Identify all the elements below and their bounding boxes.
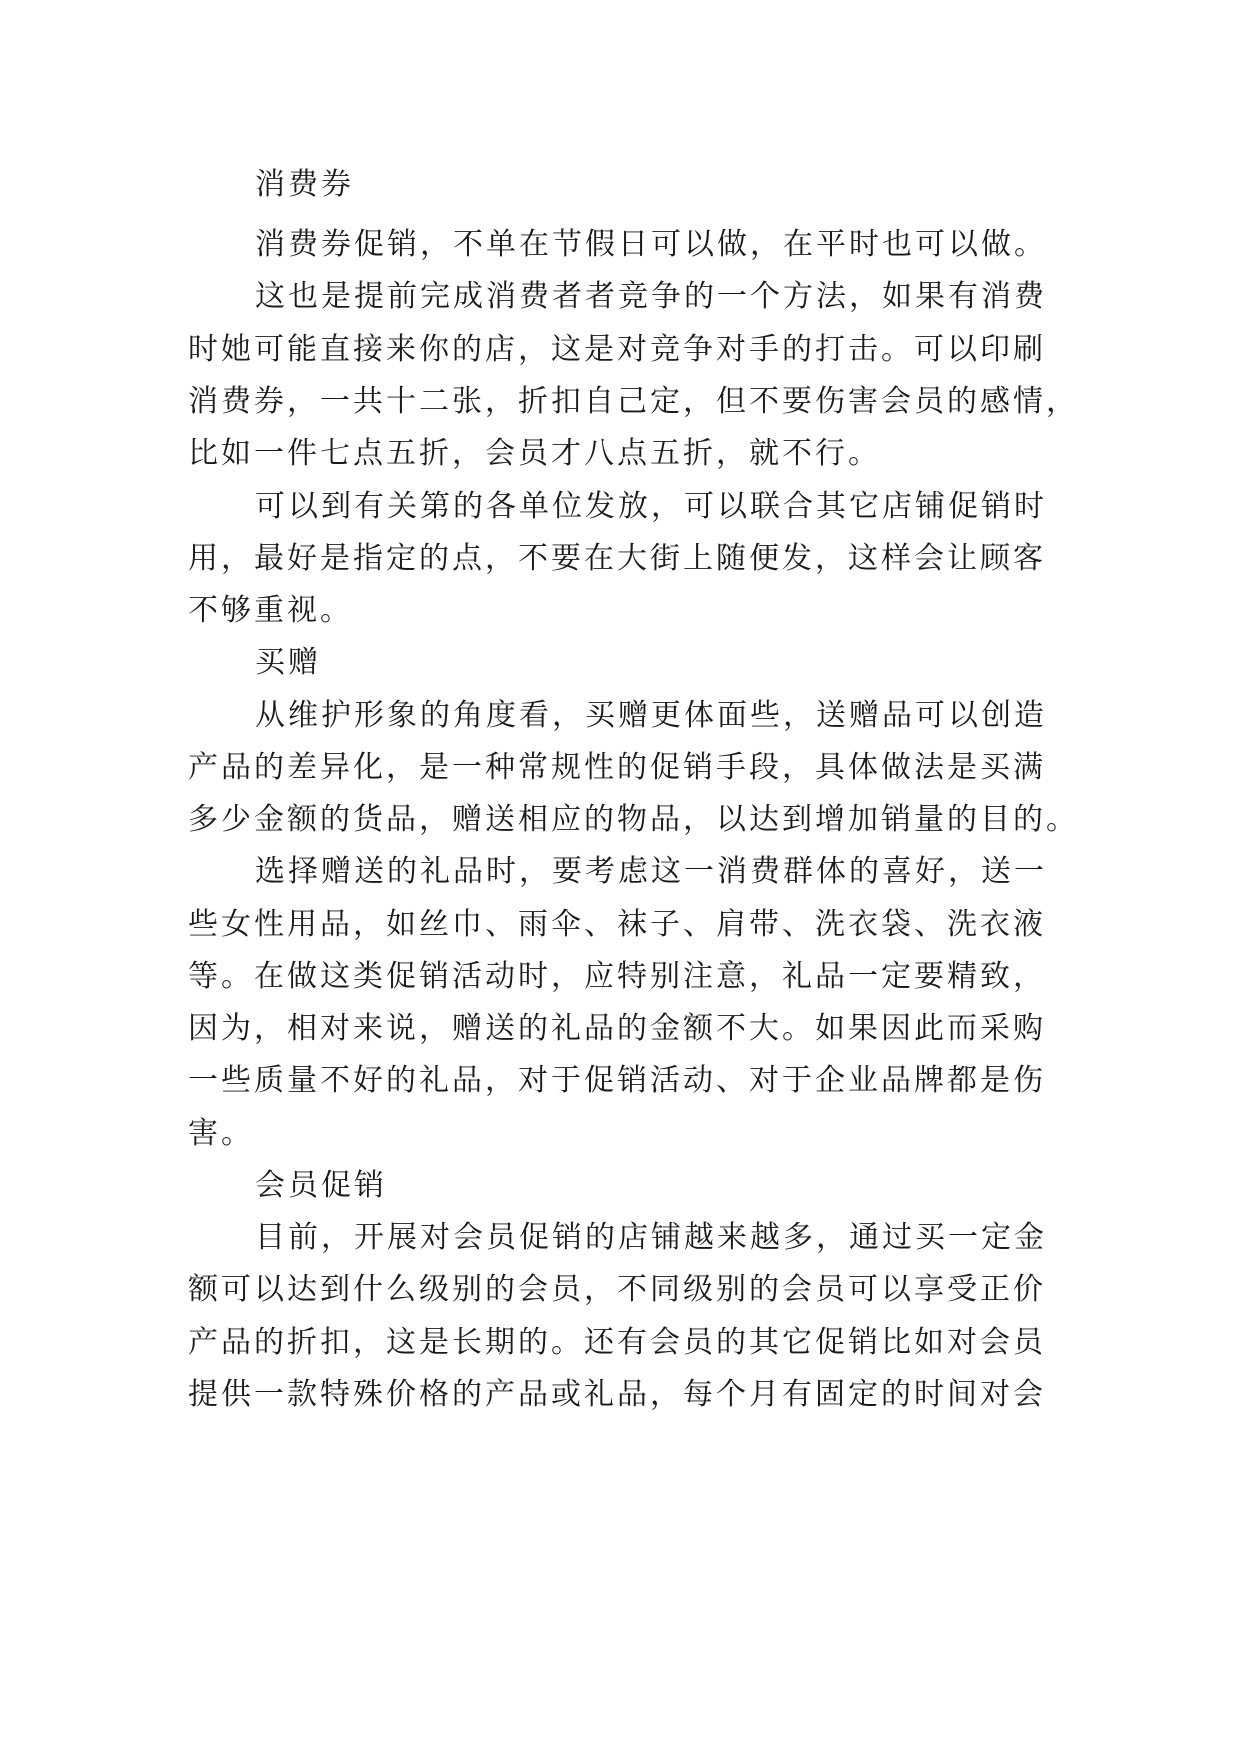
section-heading-gift: 买赠 [255, 645, 321, 680]
paragraph-line: 选择赠送的礼品时，要考虑这一消费群体的喜好，送一 [255, 854, 1047, 889]
paragraph-line: 提供一款特殊价格的产品或礼品，每个月有固定的时间对会 [188, 1377, 1046, 1412]
paragraph-line: 时她可能直接来你的店，这是对竞争对手的打击。可以印刷 [188, 332, 1046, 367]
paragraph-line: 产品的差异化，是一种常规性的促销手段，具体做法是买满 [188, 750, 1046, 785]
paragraph-line: 等。在做这类促销活动时，应特别注意，礼品一定要精致， [188, 959, 1046, 994]
paragraph-line: 从维护形象的角度看，买赠更体面些，送赠品可以创造 [255, 698, 1047, 733]
paragraph-line: 多少金额的货品，赠送相应的物品，以达到增加销量的目的。 [188, 802, 1079, 837]
paragraph-line: 一些质量不好的礼品，对于促销活动、对于企业品牌都是伤 [188, 1063, 1046, 1098]
paragraph-line: 这也是提前完成消费者者竞争的一个方法，如果有消费 [255, 279, 1047, 314]
paragraph-line: 可以到有关第的各单位发放，可以联合其它店铺促销时 [255, 489, 1047, 524]
paragraph-line: 比如一件七点五折，会员才八点五折，就不行。 [188, 436, 881, 471]
paragraph-line: 消费券，一共十二张，折扣自己定，但不要伤害会员的感情， [188, 384, 1079, 419]
paragraph-line: 产品的折扣，这是长期的。还有会员的其它促销比如对会员 [188, 1325, 1046, 1360]
paragraph-line: 些女性用品，如丝巾、雨伞、袜子、肩带、洗衣袋、洗衣液 [188, 907, 1046, 942]
paragraph-line: 目前，开展对会员促销的店铺越来越多，通过买一定金 [255, 1220, 1047, 1255]
paragraph-line: 额可以达到什么级别的会员，不同级别的会员可以享受正价 [188, 1272, 1046, 1307]
paragraph-line: 不够重视。 [188, 593, 353, 628]
section-heading-coupon: 消费券 [255, 167, 354, 202]
paragraph-line: 用，最好是指定的点，不要在大街上随便发，这样会让顾客 [188, 541, 1046, 576]
paragraph-line: 因为，相对来说，赠送的礼品的金额不大。如果因此而采购 [188, 1011, 1046, 1046]
paragraph-line: 消费券促销，不单在节假日可以做，在平时也可以做。 [255, 227, 1047, 262]
section-heading-member: 会员促销 [255, 1168, 387, 1203]
paragraph-line: 害。 [188, 1116, 254, 1151]
